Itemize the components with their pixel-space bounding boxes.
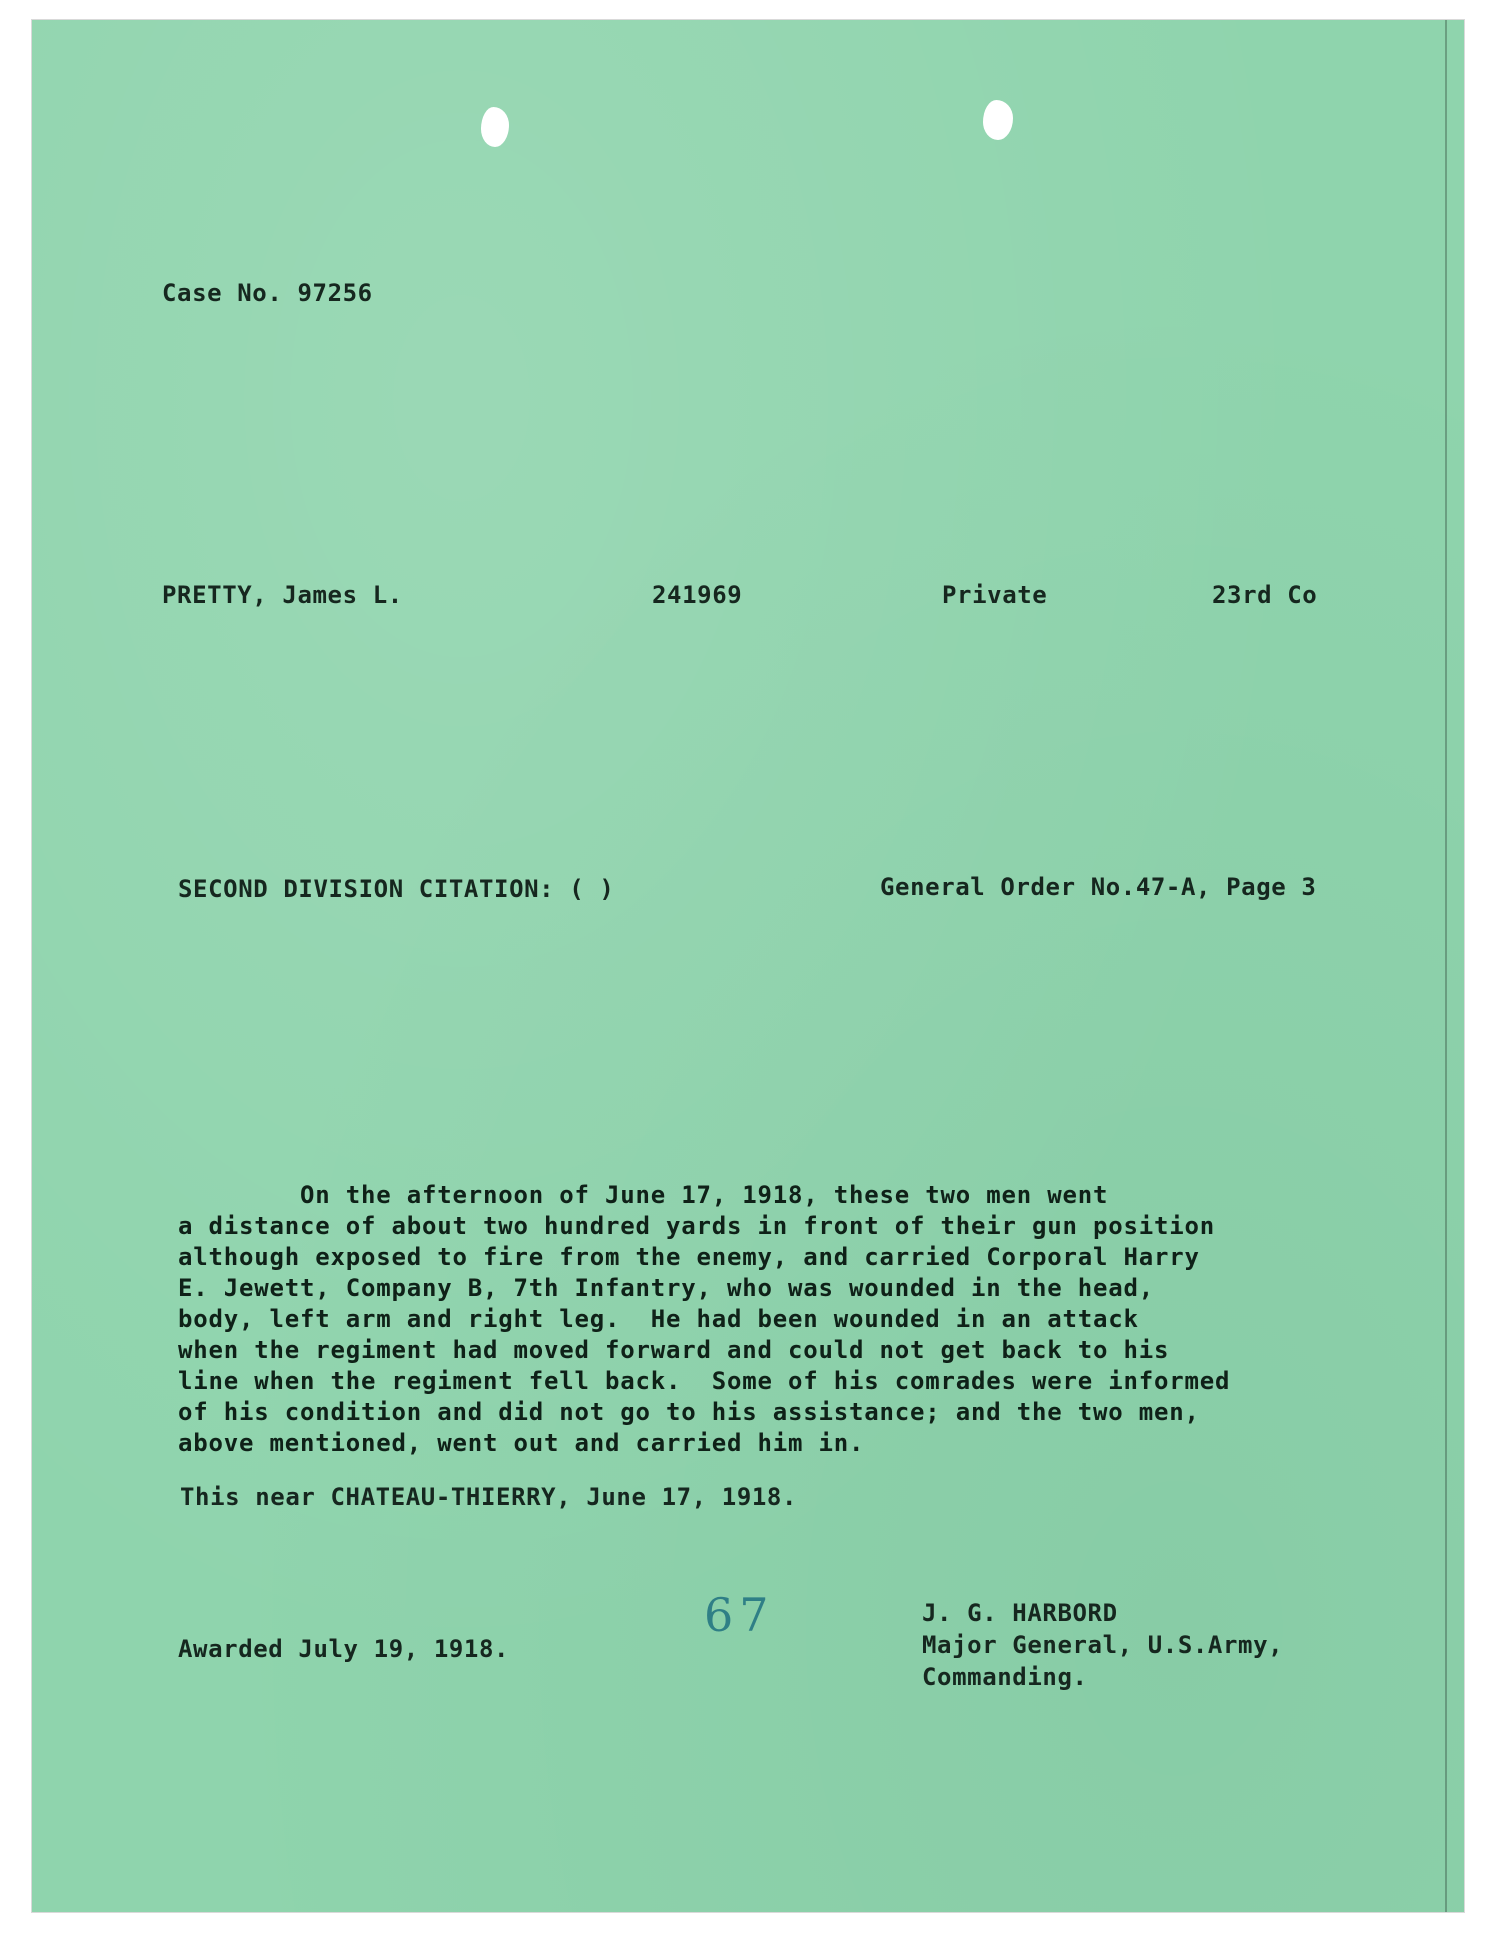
signature-title: Major General, U.S.Army, [922,1631,1284,1659]
soldier-unit: 23rd Co [1212,581,1318,609]
general-order-ref: General Order No.47-A, Page 3 [880,873,1317,901]
citation-heading: SECOND DIVISION CITATION: ( ) [178,875,615,903]
case-number: 97256 [297,279,373,307]
case-number-line [162,278,373,308]
citation-narrative: On the afternoon of June 17, 1918, these two men went a distance of about two hundred yards in front of their gun position although exposed to fire from the enemy, and carried Corporal Harry E. Jewett, Company B, 7th Infantry, who was wounded in the head, body, left arm and right leg. He had been wounded in an attack when the regiment had moved forward and could not get back to his line when the regiment fell back. Some of his comrades were informed of his condition and did not go to his assistance; and the two men, above mentioned, went out and carried him in. [178,1181,1231,1457]
signature-role: Commanding. [922,1663,1088,1691]
stamped-page-number: 67 [704,1588,775,1642]
place-date-line: This near CHATEAU-THIERRY, June 17, 1918. [180,1483,798,1511]
soldier-rank: Private [942,581,1048,609]
signature-name: J. G. HARBORD [922,1599,1118,1627]
soldier-name: PRETTY, James L. [162,581,403,609]
soldier-serial: 241969 [652,581,743,609]
sheet-edge [1445,20,1447,1912]
awarded-date: Awarded July 19, 1918. [178,1635,510,1663]
case-label: Case No. [162,279,283,307]
